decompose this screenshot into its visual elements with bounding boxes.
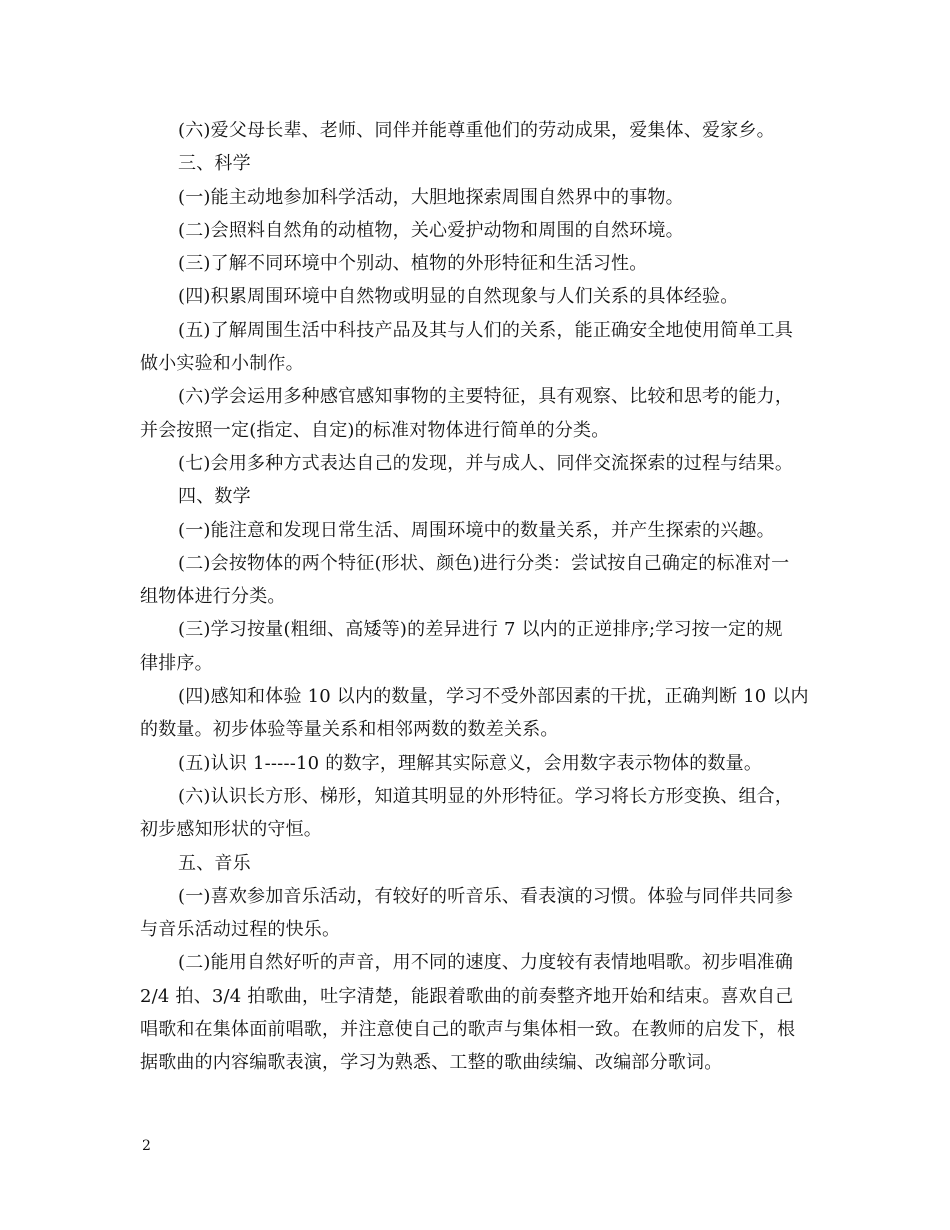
section-heading-math: 四、数学: [178, 486, 251, 508]
text-line: 并会按照一定(指定、自定)的标准对物体进行简单的分类。: [140, 419, 610, 441]
text-line: 的数量。初步体验等量关系和相邻两数的数差关系。: [140, 719, 559, 741]
text-line: 与音乐活动过程的快乐。: [140, 919, 341, 941]
text-line: (一)能注意和发现日常生活、周围环境中的数量关系，并产生探索的兴趣。: [178, 519, 775, 541]
text-line: 组物体进行分类。: [140, 586, 286, 608]
text-line: (六)认识长方形、梯形，知道其明显的外形特征。学习将长方形变换、组合，: [178, 785, 794, 807]
text-line: (四)感知和体验 10 以内的数量，学习不受外部因素的干扰，正确判断 10 以内: [178, 686, 809, 708]
page-number: 2: [142, 1138, 151, 1154]
text-line: (四)积累周围环境中自然物或明显的自然现象与人们关系的具体经验。: [178, 286, 739, 308]
text-line: (一)能主动地参加科学活动，大胆地探索周围自然界中的事物。: [178, 186, 684, 208]
section-heading-music: 五、音乐: [178, 852, 251, 874]
text-line: 初步感知形状的守恒。: [140, 819, 322, 841]
text-line: (二)会按物体的两个特征(形状、颜色)进行分类：尝试按自己确定的标准对一: [178, 552, 790, 574]
text-line: (三)学习按量(粗细、高矮等)的差异进行 7 以内的正逆排序;学习按一定的规: [178, 619, 783, 641]
text-line: 据歌曲的内容编歌表演，学习为熟悉、工整的歌曲续编、改编部分歌词。: [140, 1052, 723, 1074]
text-line: 律排序。: [140, 652, 213, 674]
document-body: [140, 114, 812, 1080]
text-line: (一)喜欢参加音乐活动，有较好的听音乐、看表演的习惯。体验与同伴共同参: [178, 885, 794, 907]
text-line: (六)爱父母长辈、老师、同伴并能尊重他们的劳动成果，爱集体、爱家乡。: [178, 120, 775, 141]
text-line: (七)会用多种方式表达自己的发现，并与成人、同伴交流探索的过程与结果。: [178, 452, 794, 474]
text-line: (五)了解周围生活中科技产品及其与人们的关系，能正确安全地使用简单工具: [178, 319, 794, 341]
text-line: 2/4 拍、3/4 拍歌曲，吐字清楚，能跟着歌曲的前奏整齐地开始和结束。喜欢自己: [140, 985, 794, 1007]
text-line: (五)认识 1-----10 的数字，理解其实际意义，会用数字表示物体的数量。: [178, 752, 763, 774]
text-line: (二)能用自然好听的声音，用不同的速度、力度较有表情地唱歌。初步唱准确: [178, 952, 794, 974]
text-line: 做小实验和小制作。: [140, 353, 304, 375]
section-heading-science: 三、科学: [178, 153, 251, 175]
text-line: 唱歌和在集体面前唱歌，并注意使自己的歌声与集体相一致。在教师的启发下，根: [140, 1019, 796, 1041]
text-line: (三)了解不同环境中个别动、植物的外形特征和生活习性。: [178, 253, 648, 275]
text-line: (二)会照料自然角的动植物，关心爱护动物和周围的自然环境。: [178, 219, 684, 241]
text-line: (六)学会运用多种感官感知事物的主要特征，具有观察、比较和思考的能力，: [178, 386, 794, 408]
